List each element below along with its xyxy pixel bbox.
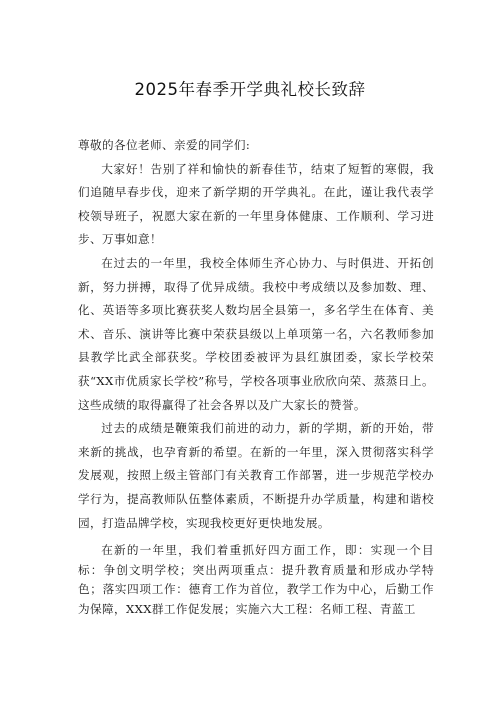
paragraph-new-semester: 过去的成绩是鞭策我们前进的动力，新的学期，新的开始，带来新的挑战，也孕育新的希望。在新的一年里，深入贯彻落实科学发展观，按照上级主管部门有关教育工作部署，进一步规范学校办学行为，提高教师队伍整体素质，不断提升办学质量，构建和谐校园，打造品牌学校，实现我校更好更快地发展。 [78,421,434,530]
paragraph-achievements: 在过去的一年里，我校全体师生齐心协力、与时俱进、开拓创新，努力拼搏，取得了优异成绩。我校中考成绩以及参加数、理、化、英语等多项比赛获奖人数均居全县第一，多名学生在体育、美术、音乐、演讲等比赛中荣获县级以上单项第一名，六名教师参加县教学比武全部获奖。学校团委被评为县红旗团委，家长学校荣获“XX市优质家长学校”称号，学校各项事业欣欣向荣、蒸蒸日上。这些成绩的取得赢得了社会各界以及广大家长的赞誉。 [78,255,434,412]
document-body [78,134,434,619]
document-title: 2025年春季开学典礼校长致辞 [134,80,366,99]
paragraph-greeting: 大家好！告别了祥和愉快的新春佳节，结束了短暂的寒假，我们追随早春步伐，迎来了新学期的开学典礼。在此，谨让我代表学校领导班子，祝愿大家在新的一年里身体健康、工作顺利、学习进步、万事如意！ [78,161,434,247]
salutation: 尊敬的各位老师、亲爱的同学们: [78,138,251,152]
paragraph-work-plan: 在新的一年里，我们着重抓好四方面工作，即：实现一个目标：争创文明学校；突出两项重点：提升教育质量和形成办学特色；落实四项工作：德育工作为首位，教学工作为中心，后勤工作为保障，XXX群工作促发展；实施六大工程：名师工程、青蓝工 [78,543,434,616]
